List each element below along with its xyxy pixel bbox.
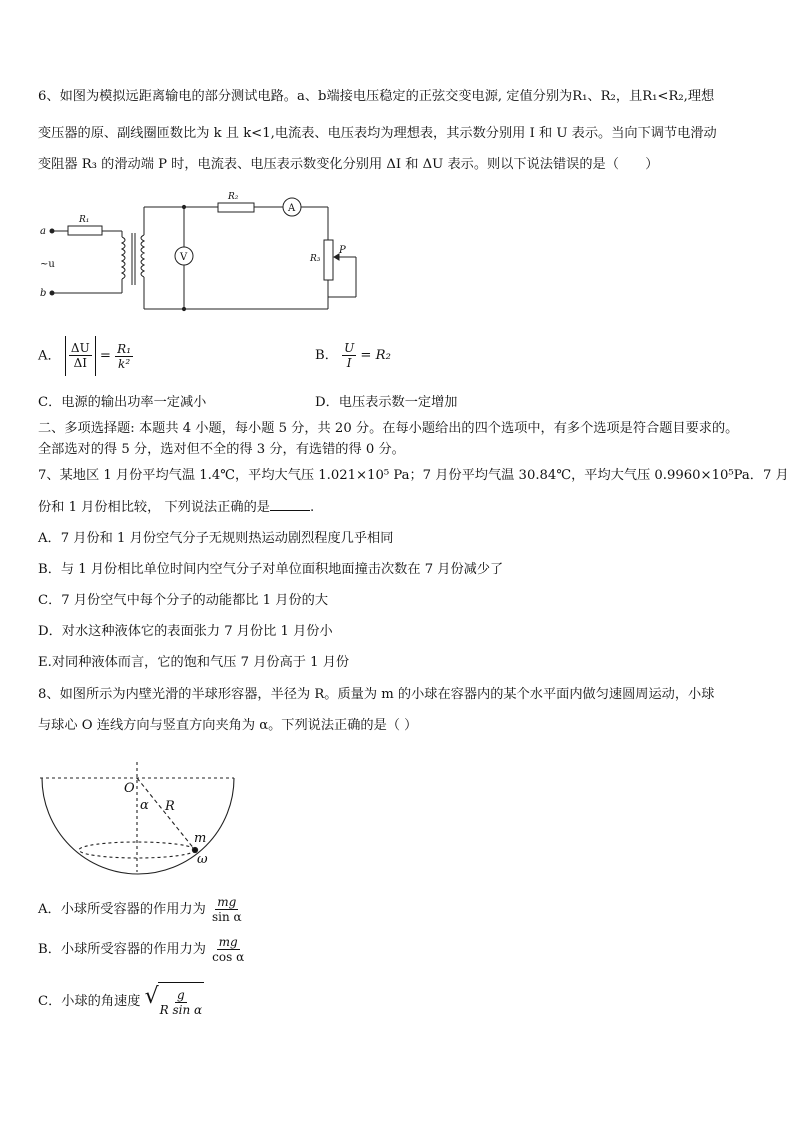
section2-instructions-line2: 全部选对的得 5 分，选对但不全的得 3 分，有选错的得 0 分。 bbox=[38, 442, 405, 457]
q6-option-b bbox=[315, 336, 391, 376]
section2-instructions-line1: 二、多项选择题: 本题共 4 小题，每小题 5 分，共 20 分。在每小题给出的四个选项中，有多个选项是符合题目要求的。 bbox=[38, 421, 739, 436]
q6-option-b-prefix: B． bbox=[315, 348, 338, 363]
q7-option-c: C．7 月份空气中每个分子的动能都比 1 月份的大 bbox=[38, 593, 329, 608]
q8-option-a-den: sin α bbox=[211, 910, 242, 924]
omega-label: ω bbox=[197, 852, 208, 867]
q8-stem-line1: 8、如图所示为内壁光滑的半球形容器，半径为 R。质量为 m 的小球在容器内的某个水平面内做匀速圆周运动，小球 bbox=[38, 687, 715, 702]
ammeter-label: A bbox=[288, 203, 296, 214]
source-u-label: ~u bbox=[40, 259, 55, 270]
q6-option-c: C．电源的输出功率一定减小 bbox=[38, 395, 207, 410]
q8-option-c-text: C．小球的角速度 bbox=[38, 994, 141, 1009]
q7-option-e: E.对同种液体而言，它的饱和气压 7 月份高于 1 月份 bbox=[38, 655, 350, 670]
q7-stem-line2-end: . bbox=[309, 500, 315, 515]
r1-label: R₁ bbox=[79, 215, 90, 225]
q8-option-b bbox=[38, 932, 246, 968]
q6-circuit-diagram bbox=[38, 185, 378, 315]
q8-option-c bbox=[38, 982, 204, 1021]
center-o-label: O bbox=[124, 781, 135, 796]
q6-option-b-u: U bbox=[344, 341, 355, 355]
q8-stem-line2: 与球心 O 连线方向与竖直方向夹角为 α。下列说法正确的是（ ） bbox=[38, 718, 418, 733]
q6-option-a-delta-u: ΔU bbox=[70, 341, 90, 355]
q7-option-a: A．7 月份和 1 月份空气分子无规则热运动剧烈程度几乎相同 bbox=[38, 531, 394, 546]
q6-option-d: D．电压表示数一定增加 bbox=[315, 395, 458, 410]
r2-label: R₂ bbox=[228, 192, 239, 202]
q7-option-b: B．与 1 月份相比单位时间内空气分子对单位面积地面撞击次数在 7 月份减少了 bbox=[38, 562, 504, 577]
radius-r-label: R bbox=[165, 799, 175, 814]
q8-option-a-num: mg bbox=[217, 895, 237, 909]
q7-option-d: D．对水这种液体它的表面张力 7 月份比 1 月份小 bbox=[38, 624, 333, 639]
voltmeter-label: V bbox=[180, 252, 188, 263]
q8-hemisphere-diagram bbox=[38, 760, 238, 880]
q8-option-b-den: cos α bbox=[212, 950, 245, 964]
terminal-a-label: a bbox=[40, 226, 46, 237]
q6-stem-line2: 变压器的原、副线圈匝数比为 k 且 k<1,电流表、电压表均为理想表，其示数分别用 I 和 U 表示。当向下调节电滑动 bbox=[38, 126, 717, 141]
q8-option-c-den: R sin α bbox=[159, 1003, 203, 1017]
mass-m-label: m bbox=[194, 831, 207, 846]
slider-p-label: P bbox=[339, 245, 346, 256]
terminal-b-label: b bbox=[40, 288, 47, 299]
q8-option-a bbox=[38, 892, 244, 928]
q6-option-a-delta-i: ΔI bbox=[73, 356, 88, 370]
q6-option-a-r1: R₁ bbox=[117, 341, 132, 356]
q6-option-a: A． $\frac{\Delta U}{\Delta I}$ = $\frac{\text{R₁}}{\text{k²}}$ bbox=[38, 336, 133, 377]
q7-stem-line2 bbox=[38, 498, 314, 517]
q6-option-a-k2: k² bbox=[118, 356, 131, 371]
q8-option-b-text: B．小球所受容器的作用力为 bbox=[38, 942, 206, 957]
q6-option-b-i: I bbox=[346, 356, 352, 370]
q8-option-c-sqrt: √ $\frac{g}{\text{R sin α}}$ bbox=[145, 982, 205, 1021]
q7-stem-line2-text: 份和 1 月份相比较， 下列说法正确的是 bbox=[38, 500, 270, 515]
angle-alpha-label: α bbox=[140, 798, 149, 813]
q8-option-a-text: A．小球所受容器的作用力为 bbox=[38, 902, 206, 917]
q6-option-b-rhs: = R₂ bbox=[360, 348, 391, 363]
r3-label: R₃ bbox=[310, 254, 321, 264]
q6-option-a-prefix: A． bbox=[38, 348, 61, 364]
q7-stem-line1: 7、某地区 1 月份平均气温 1.4℃，平均大气压 1.021×10⁵ Pa；7 月份平均气温 30.84℃，平均大气压 0.9960×10⁵Pa．7 月 bbox=[38, 468, 789, 483]
q6-stem-line3: 变阻器 R₃ 的滑动端 P 时，电流表、电压表示数变化分别用 ΔI 和 ΔU 表示。则以下说法错误的是（ ） bbox=[38, 157, 659, 172]
q8-option-c-num: g bbox=[177, 988, 185, 1002]
q8-option-b-num: mg bbox=[218, 935, 238, 949]
q7-answer-blank bbox=[270, 498, 310, 511]
q6-stem-line1: 6、如图为模拟远距离输电的部分测试电路。a、b端接电压稳定的正弦交变电源, 定值分别为R₁、R₂，且R₁<R₂,理想 bbox=[38, 89, 715, 104]
